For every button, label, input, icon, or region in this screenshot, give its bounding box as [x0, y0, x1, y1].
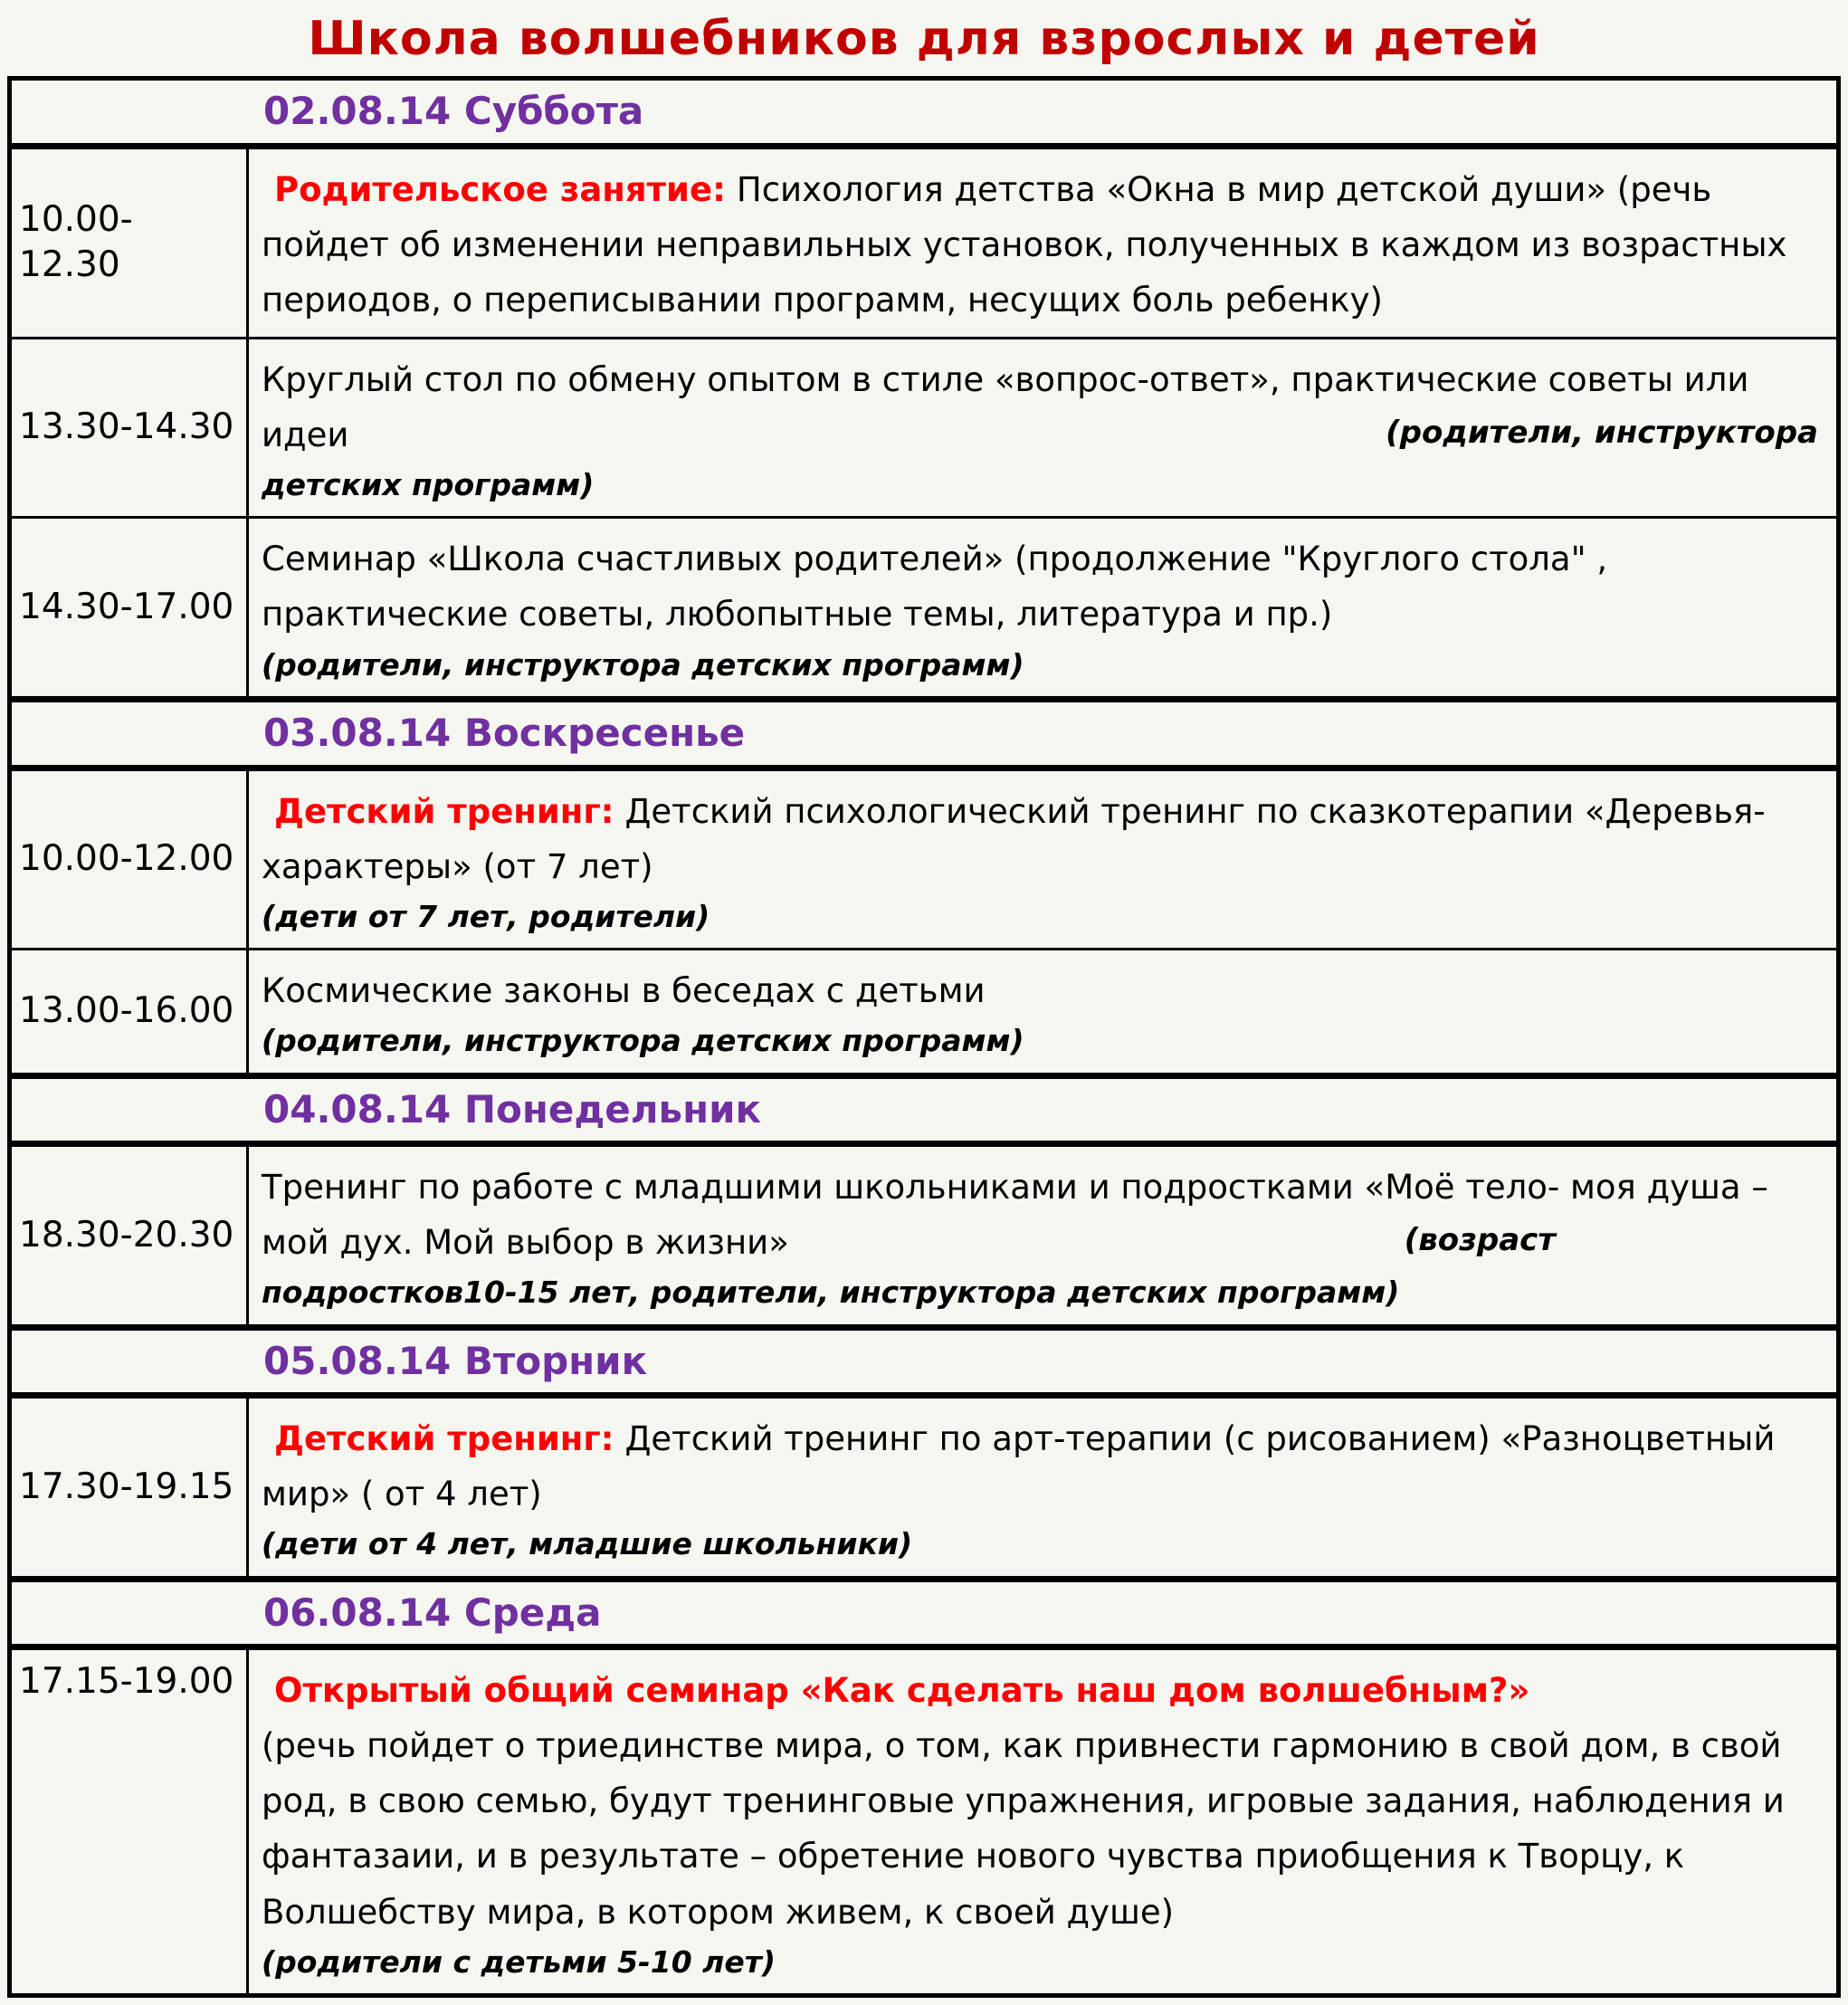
event-audience-note: подростков10-15 лет, родители, инструктора детских программ) — [262, 1275, 1400, 1311]
event-description: Семинар «Школа счастливых родителей» (продолжение "Круглого стола" , практические советы, любопытные темы, литература и пр.) — [262, 539, 1608, 635]
time-cell — [12, 1650, 249, 1993]
date-header-label: 03.08.14 Воскресенье — [263, 711, 746, 756]
date-header-label: 05.08.14 Вторник — [263, 1338, 648, 1383]
time-label: 13.00-16.00 — [19, 990, 234, 1032]
time-cell — [12, 339, 249, 517]
event-audience-note: (дети от 7 лет, родители) — [262, 898, 710, 934]
time-label: 10.00- 12.30 — [19, 198, 133, 286]
date-header-row — [12, 1079, 1836, 1141]
event-audience-note: (дети от 4 лет, младшие школьники) — [262, 1526, 913, 1562]
event-audience-note: (родители с детьми 5-10 лет) — [262, 1943, 776, 1980]
schedule-row — [12, 516, 1836, 696]
time-label: 14.30-17.00 — [19, 586, 234, 627]
event-description: Тренинг по работе с младшими школьниками и подростками «Моё тело- моя душа – мой дух. Мой выбор в жизни» — [262, 1168, 1768, 1263]
event-lead-label: Родительское занятие: — [274, 169, 726, 209]
date-header-label: 02.08.14 Суббота — [263, 89, 644, 134]
time-cell — [12, 1399, 249, 1576]
event-description: Психология детства «Окна в мир детской души» (речь пойдет об изменении неправильных установок, полученных в каждом из возрастных периодов, о переписывании программ, несущих боль ребенку) — [262, 169, 1787, 320]
event-audience-note: детских программ) — [262, 466, 595, 502]
event-lead-label: Детский тренинг: — [274, 791, 614, 831]
schedule-row — [12, 1644, 1836, 1993]
event-audience-note: (родители, инструктора детских программ) — [262, 646, 1024, 683]
event-lead-label: Детский тренинг: — [274, 1419, 614, 1459]
date-header-row — [12, 702, 1836, 765]
time-label: 10.00-12.00 — [19, 837, 234, 879]
schedule-section — [12, 81, 1836, 696]
event-lead-label: Открытый общий семинар «Как сделать наш дом волшебным?» — [274, 1671, 1530, 1711]
event-description: Космические законы в беседах с детьми — [262, 971, 986, 1011]
schedule-section — [12, 1073, 1836, 1324]
time-label: 17.15-19.00 — [19, 1661, 234, 1703]
date-header-row — [12, 1582, 1836, 1645]
date-header-label: 04.08.14 Понедельник — [263, 1086, 762, 1131]
time-label: 13.30-14.30 — [19, 406, 234, 448]
date-header-row — [12, 81, 1836, 143]
time-cell — [12, 519, 249, 696]
event-cell — [249, 1399, 1836, 1576]
page-title: Школа волшебников для взрослых и детей — [308, 12, 1540, 66]
event-cell — [249, 149, 1836, 337]
time-cell — [12, 1147, 249, 1324]
schedule-table — [7, 76, 1841, 1998]
event-description: (речь пойдет о триединстве мира, о том, как привнести гармонию в свой дом, в свой род, в свою семью, будут тренинговые упражнения, игровые задания, наблюдения и фантазаии, и в результате – обретение нового чувства приобщения к Творцу, к Волшебству мира, в котором живем, к своей душе) — [262, 1726, 1785, 1932]
date-header-row — [12, 1331, 1836, 1393]
event-cell — [249, 771, 1836, 949]
schedule-section — [12, 696, 1836, 1073]
time-cell — [12, 771, 249, 949]
schedule-row — [12, 143, 1836, 337]
event-cell — [249, 1147, 1836, 1324]
time-cell — [12, 950, 249, 1073]
time-label: 17.30-19.15 — [19, 1466, 234, 1507]
event-description: Детский психологический тренинг по сказкотерапии «Деревья-характеры» (от 7 лет) — [262, 791, 1766, 886]
schedule-section — [12, 1576, 1836, 1993]
schedule-row — [12, 1392, 1836, 1576]
time-label: 18.30-20.30 — [19, 1214, 234, 1256]
event-description: Круглый стол по обмену опытом в стиле «вопрос-ответ», практические советы или идеи — [262, 359, 1749, 454]
schedule-row — [12, 1141, 1836, 1324]
schedule-section — [12, 1324, 1836, 1576]
event-audience-inline: (родители, инструктора — [1386, 414, 1818, 451]
event-description: Детский тренинг по арт-терапии (с рисованием) «Разноцветный мир» ( от 4 лет) — [262, 1419, 1776, 1514]
event-cell — [249, 519, 1836, 696]
schedule-row — [12, 337, 1836, 517]
date-header-label: 06.08.14 Среда — [263, 1590, 602, 1635]
event-cell — [249, 1650, 1836, 1993]
event-audience-inline: (возраст — [1404, 1222, 1556, 1259]
schedule-row — [12, 948, 1836, 1073]
event-audience-note: (родители, инструктора детских программ) — [262, 1023, 1024, 1059]
schedule-row — [12, 765, 1836, 949]
time-cell — [12, 149, 249, 337]
event-cell — [249, 950, 1836, 1073]
event-cell — [249, 339, 1836, 517]
